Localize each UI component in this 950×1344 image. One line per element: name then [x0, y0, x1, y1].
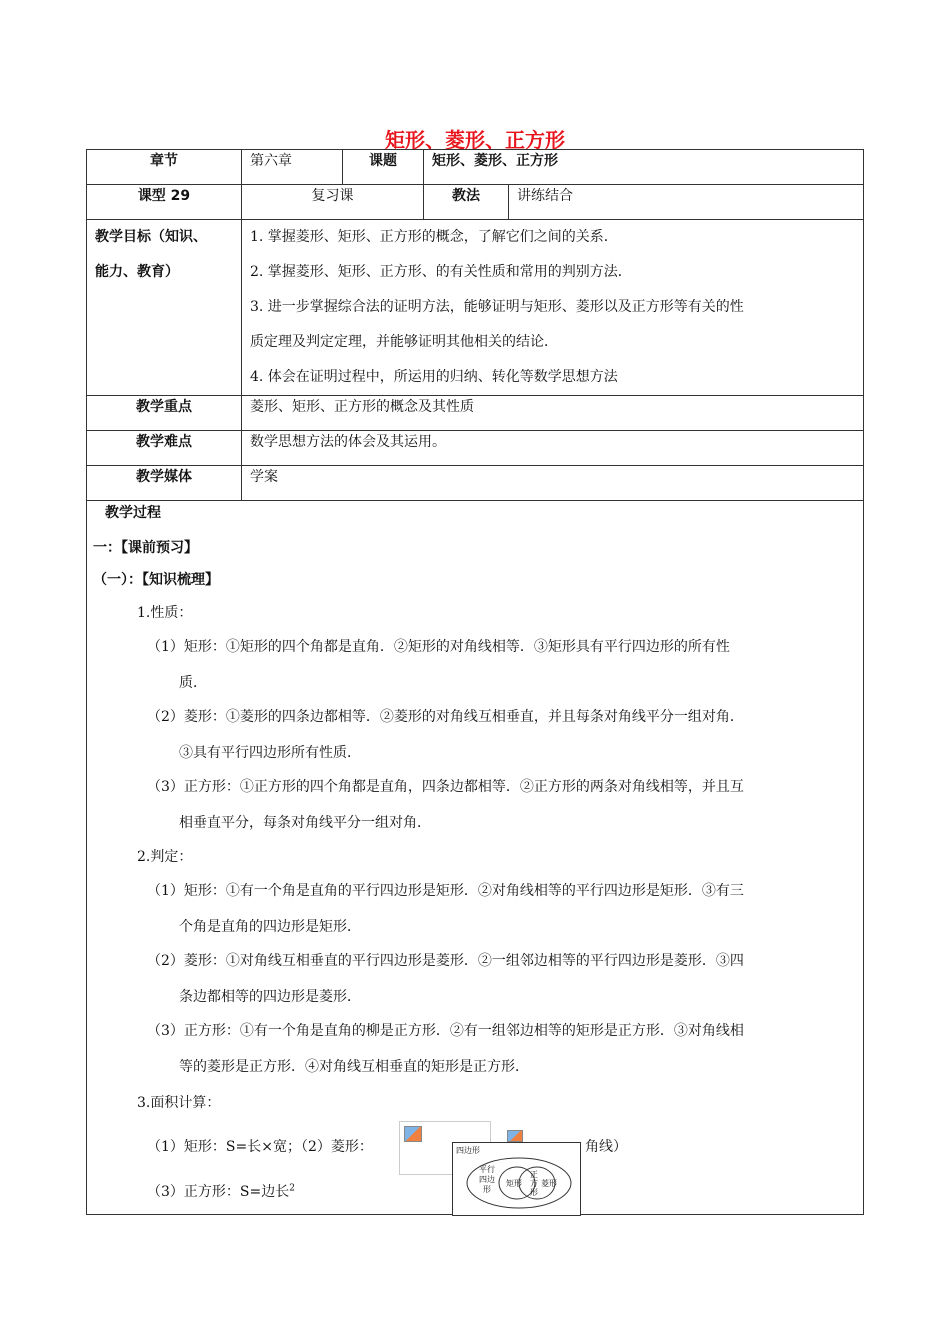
text-line: 条边都相等的四边形是菱形． [179, 989, 361, 1005]
objectives-label: 教学目标（知识、 能力、教育） [87, 220, 242, 396]
text-line: ③具有平行四边形所有性质． [179, 745, 361, 761]
diagram-label-rectangle: 矩形 [506, 1179, 522, 1188]
text-line: （3）正方形：①正方形的四个角都是直角，四条边都相等．②正方形的两条对角线相等，并且互 [147, 779, 744, 795]
superscript: 2 [289, 1183, 295, 1194]
media-label: 教学媒体 [87, 466, 242, 501]
section-preview-heading: 一：【课前预习】 [93, 540, 198, 556]
quadrilateral-relation-diagram [452, 1142, 581, 1216]
knowledge-heading: （一）：【知识梳理】 [93, 572, 219, 588]
text-line: 相垂直平分，每条对角线平分一组对角． [179, 815, 431, 831]
text-line: （2）菱形：①菱形的四条边都相等．②菱形的对角线互相垂直，并且每条对角线平分一组对角． [147, 709, 744, 725]
objective-item: 质定理及判定定理，并能够证明其他相关的结论． [250, 334, 558, 350]
process-heading: 教学过程 [105, 505, 161, 521]
text-line: （1）矩形：①矩形的四个角都是直角．②矩形的对角线相等．③矩形具有平行四边形的所有性 [147, 639, 730, 655]
chapter-value: 第六章 [242, 150, 343, 185]
lesson-type-label: 课型 29 [87, 185, 242, 220]
properties-heading: 1.性质： [137, 605, 193, 621]
objective-item: 1. 掌握菱形、矩形、正方形的概念，了解它们之间的关系． [250, 229, 618, 245]
text-line: （2）菱形：①对角线互相垂直的平行四边形是菱形．②一组邻边相等的平行四边形是菱形．③四 [147, 953, 744, 969]
difficult-points-value: 数学思想方法的体会及其运用。 [242, 431, 864, 466]
diagram-label-rhombus: 菱形 [541, 1179, 557, 1188]
method-label: 教法 [424, 185, 509, 220]
criteria-heading: 2.判定： [137, 849, 193, 865]
text-line: 等的菱形是正方形．④对角线互相垂直的矩形是正方形． [179, 1059, 529, 1075]
text-line: 角线） [585, 1139, 627, 1155]
lesson-type-value: 复习课 [242, 185, 424, 220]
objective-item: 3. 进一步掌握综合法的证明方法，能够证明与矩形、菱形以及正方形等有关的性 [250, 299, 744, 315]
media-value: 学案 [242, 466, 864, 501]
chapter-label: 章节 [87, 150, 242, 185]
text-line: 个角是直角的四边形是矩形． [179, 919, 361, 935]
text-line: （1）矩形：①有一个角是直角的平行四边形是矩形．②对角线相等的平行四边形是矩形．③有三 [147, 883, 744, 899]
topic-label: 课题 [343, 150, 424, 185]
diagram-label-square: 正方形 [530, 1170, 538, 1197]
diagram-label-parallelogram: 平行四边形 [479, 1165, 495, 1194]
text-line: （3）正方形：①有一个角是直角的柳是正方形．②有一组邻边相等的矩形是正方形．③对角线相 [147, 1023, 744, 1039]
diagram-label-quadrilateral: 四边形 [456, 1146, 480, 1155]
objectives-list [242, 220, 864, 396]
difficult-points-label: 教学难点 [87, 431, 242, 466]
text-line: （3）正方形：S=边长$^2$ [147, 1183, 295, 1200]
teaching-process-section [86, 496, 864, 1215]
page-title: 矩形、菱形、正方形 [385, 128, 565, 152]
key-points-label: 教学重点 [87, 396, 242, 431]
text-line: （1）矩形：S=长×宽；（2）菱形： [147, 1139, 373, 1155]
objective-item: 4. 体会在证明过程中，所运用的归纳、转化等数学思想方法 [250, 369, 618, 385]
method-value: 讲练结合 [509, 185, 864, 220]
lesson-info-table [86, 149, 864, 501]
image-icon [404, 1126, 422, 1142]
key-points-value: 菱形、矩形、正方形的概念及其性质 [242, 396, 864, 431]
text-line: 质． [179, 675, 207, 691]
objective-item: 2. 掌握菱形、矩形、正方形、的有关性质和常用的判别方法． [250, 264, 632, 280]
topic-value: 矩形、菱形、正方形 [424, 150, 864, 185]
area-heading: 3.面积计算： [137, 1095, 221, 1111]
image-icon [507, 1130, 523, 1142]
